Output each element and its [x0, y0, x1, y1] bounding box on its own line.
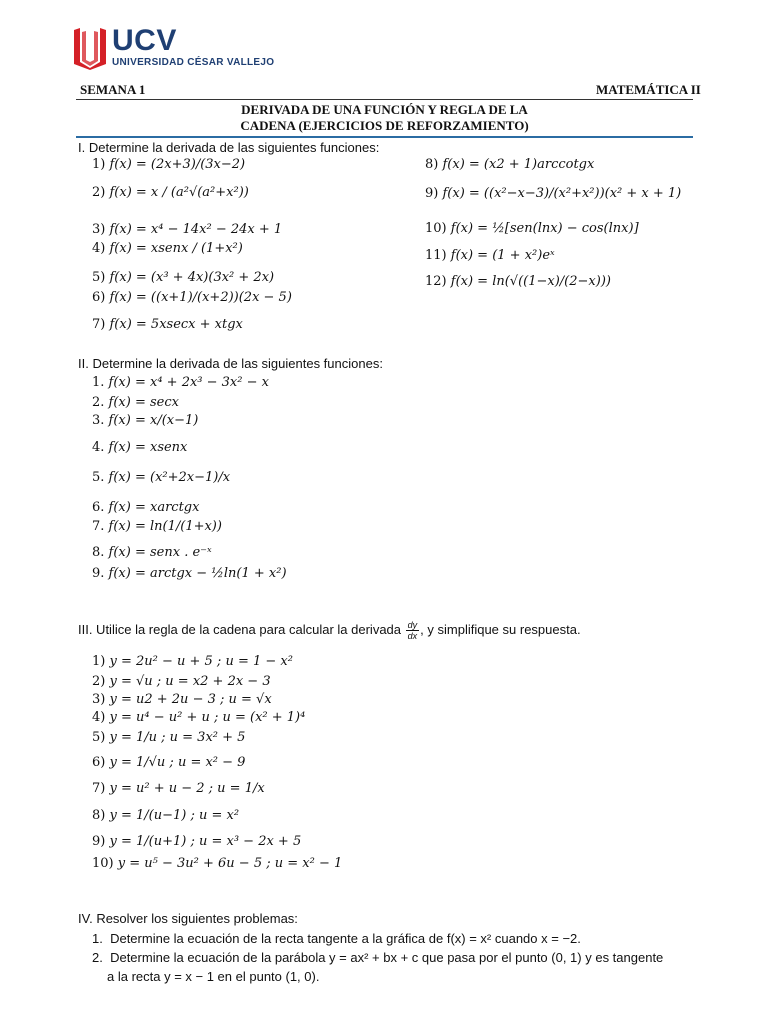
fraction-denominator: dx: [407, 631, 418, 641]
item-expression: f(x) = x/(x−1): [108, 413, 199, 428]
section-3-heading: [78, 620, 581, 641]
list-item: [92, 781, 265, 796]
list-item: [92, 519, 222, 534]
list-item: [92, 710, 305, 725]
item-number: 7): [92, 781, 106, 796]
section-3-heading-suffix: , y simplifique su respuesta.: [420, 621, 581, 637]
item-number: 1): [92, 157, 106, 172]
list-item: [92, 157, 245, 172]
item-number: 11): [425, 248, 447, 263]
item-number: 1.: [92, 931, 103, 946]
item-expression: f(x) = ln(1/(1+x)): [108, 519, 222, 534]
item-expression: f(x) = ½[sen(lnx) − cos(lnx)]: [450, 221, 639, 236]
list-item: [92, 692, 272, 707]
item-expression: y = 1/(u−1) ; u = x²: [109, 808, 240, 823]
item-number: 5.: [92, 470, 105, 485]
item-number: 12): [425, 274, 447, 289]
item-number: 6): [92, 755, 106, 770]
logo-text: UCV: [112, 24, 177, 57]
item-expression: f(x) = x / (a²√(a²+x²)): [109, 185, 249, 200]
fraction-numerator: dy: [407, 620, 418, 630]
item-expression: f(x) = xsenx / (1+x²): [109, 241, 243, 256]
item-expression: f(x) = arctgx − ½ln(1 + x²): [108, 566, 287, 581]
item-expression: f(x) = (x²+2x−1)/x: [108, 470, 231, 485]
section-3-heading-text: III. Utilice la regla de la cadena para calcular la derivada: [78, 621, 402, 637]
item-expression: y = u² + u − 2 ; u = 1/x: [109, 781, 265, 796]
doc-title-line2: CADENA (EJERCICIOS DE REFORZAMIENTO): [240, 118, 529, 133]
item-number: 8): [92, 808, 106, 823]
list-item: [92, 241, 243, 256]
list-item: [92, 185, 249, 200]
list-item: [92, 654, 293, 669]
list-item: [425, 248, 555, 263]
list-item: [92, 950, 663, 965]
section-4-heading: IV. Resolver los siguientes problemas:: [78, 911, 298, 926]
list-item: [92, 931, 581, 946]
ucv-logo-icon: [72, 26, 108, 70]
item-expression: y = 1/u ; u = 3x² + 5: [109, 730, 246, 745]
list-item: [92, 566, 287, 581]
item-expression: y = 1/(u+1) ; u = x³ − 2x + 5: [109, 834, 302, 849]
item-expression: f(x) = xarctgx: [108, 500, 200, 515]
item-number: 2): [92, 185, 106, 200]
item-number: 1.: [92, 375, 105, 390]
item-number: 7.: [92, 519, 105, 534]
item-number: 3.: [92, 413, 105, 428]
section-1-heading: I. Determine la derivada de las siguientes funciones:: [78, 140, 380, 155]
item-expression: y = 2u² − u + 5 ; u = 1 − x²: [109, 654, 293, 669]
item-expression: f(x) = ((x+1)/(x+2))(2x − 5): [109, 290, 292, 305]
list-item: [92, 222, 282, 237]
item-expression: f(x) = x⁴ − 14x² − 24x + 1: [109, 222, 283, 237]
list-item: [92, 375, 269, 390]
item-expression: f(x) = (x³ + 4x)(3x² + 2x): [109, 270, 275, 285]
item-number: 2.: [92, 395, 105, 410]
item-expression: f(x) = 5xsecx + xtgx: [109, 317, 243, 332]
item-expression: f(x) = senx . e⁻ˣ: [108, 545, 212, 560]
list-item: [92, 674, 271, 689]
item-text: Determine la ecuación de la recta tangente a la gráfica de f(x) = x² cuando x = −2.: [110, 931, 581, 946]
list-item: [92, 834, 301, 849]
list-item: [92, 290, 292, 305]
item-number: 8.: [92, 545, 105, 560]
item-number: 5): [92, 270, 106, 285]
list-item: [92, 500, 199, 515]
list-item: [425, 221, 639, 236]
item-number: 1): [92, 654, 106, 669]
list-item: [92, 317, 243, 332]
item-number: 9): [92, 834, 106, 849]
list-item: [92, 545, 212, 560]
logo-subtitle: UNIVERSIDAD CÉSAR VALLEJO: [112, 57, 275, 68]
item-number: 2): [92, 674, 106, 689]
item-expression: y = u2 + 2u − 3 ; u = √x: [109, 692, 272, 707]
section-2-heading: II. Determine la derivada de las siguientes funciones:: [78, 356, 383, 371]
item-expression: f(x) = ln(√((1−x)/(2−x))): [450, 274, 611, 289]
item-text: a la recta y = x − 1 en el punto (1, 0).: [107, 969, 320, 984]
item-expression: y = 1/√u ; u = x² − 9: [109, 755, 246, 770]
item-expression: f(x) = secx: [108, 395, 179, 410]
list-item: [425, 274, 611, 289]
list-item: [92, 395, 179, 410]
item-number: 2.: [92, 950, 103, 965]
doc-title-line1: DERIVADA DE UNA FUNCIÓN Y REGLA DE LA: [241, 102, 528, 117]
list-item: [92, 440, 187, 455]
item-number: 10): [92, 856, 114, 871]
item-number: 4.: [92, 440, 105, 455]
item-expression: f(x) = xsenx: [108, 440, 188, 455]
dy-dx-fraction: [406, 620, 420, 641]
item-expression: f(x) = (2x+3)/(3x−2): [109, 157, 246, 172]
list-item: [92, 413, 198, 428]
list-item: [92, 808, 239, 823]
item-expression: f(x) = (1 + x²)eˣ: [450, 248, 555, 263]
week-label: SEMANA 1: [80, 82, 146, 97]
item-expression: y = u⁵ − 3u² + 6u − 5 ; u = x² − 1: [117, 856, 343, 871]
item-number: 10): [425, 221, 447, 236]
item-expression: y = u⁴ − u² + u ; u = (x² + 1)⁴: [109, 710, 306, 725]
item-number: 8): [425, 157, 439, 172]
item-number: 4): [92, 241, 106, 256]
list-item: [92, 730, 245, 745]
list-item: [92, 270, 274, 285]
item-number: 3): [92, 222, 106, 237]
item-number: 6.: [92, 500, 105, 515]
list-item: [425, 157, 594, 172]
item-number: 6): [92, 290, 106, 305]
list-item: [92, 856, 342, 871]
item-number: 3): [92, 692, 106, 707]
item-text: Determine la ecuación de la parábola y = ax² + bx + c que pasa por el punto (0, 1) y es tangente: [110, 950, 664, 965]
item-number: 4): [92, 710, 106, 725]
list-item: [425, 186, 681, 201]
item-number: 9.: [92, 566, 105, 581]
header-rule: [76, 99, 693, 100]
course-label: MATEMÁTICA II: [596, 82, 701, 97]
item-number: 5): [92, 730, 106, 745]
item-expression: f(x) = (x2 + 1)arccotgx: [442, 157, 595, 172]
list-item: [92, 470, 230, 485]
item-expression: f(x) = ((x²−x−3)/(x²+x²))(x² + x + 1): [442, 186, 682, 201]
item-number: 9): [425, 186, 439, 201]
item-number: 7): [92, 317, 106, 332]
list-item-continuation: [107, 969, 319, 984]
list-item: [92, 755, 245, 770]
item-expression: f(x) = x⁴ + 2x³ − 3x² − x: [108, 375, 269, 390]
item-expression: y = √u ; u = x2 + 2x − 3: [109, 674, 271, 689]
title-rule: [76, 136, 693, 138]
